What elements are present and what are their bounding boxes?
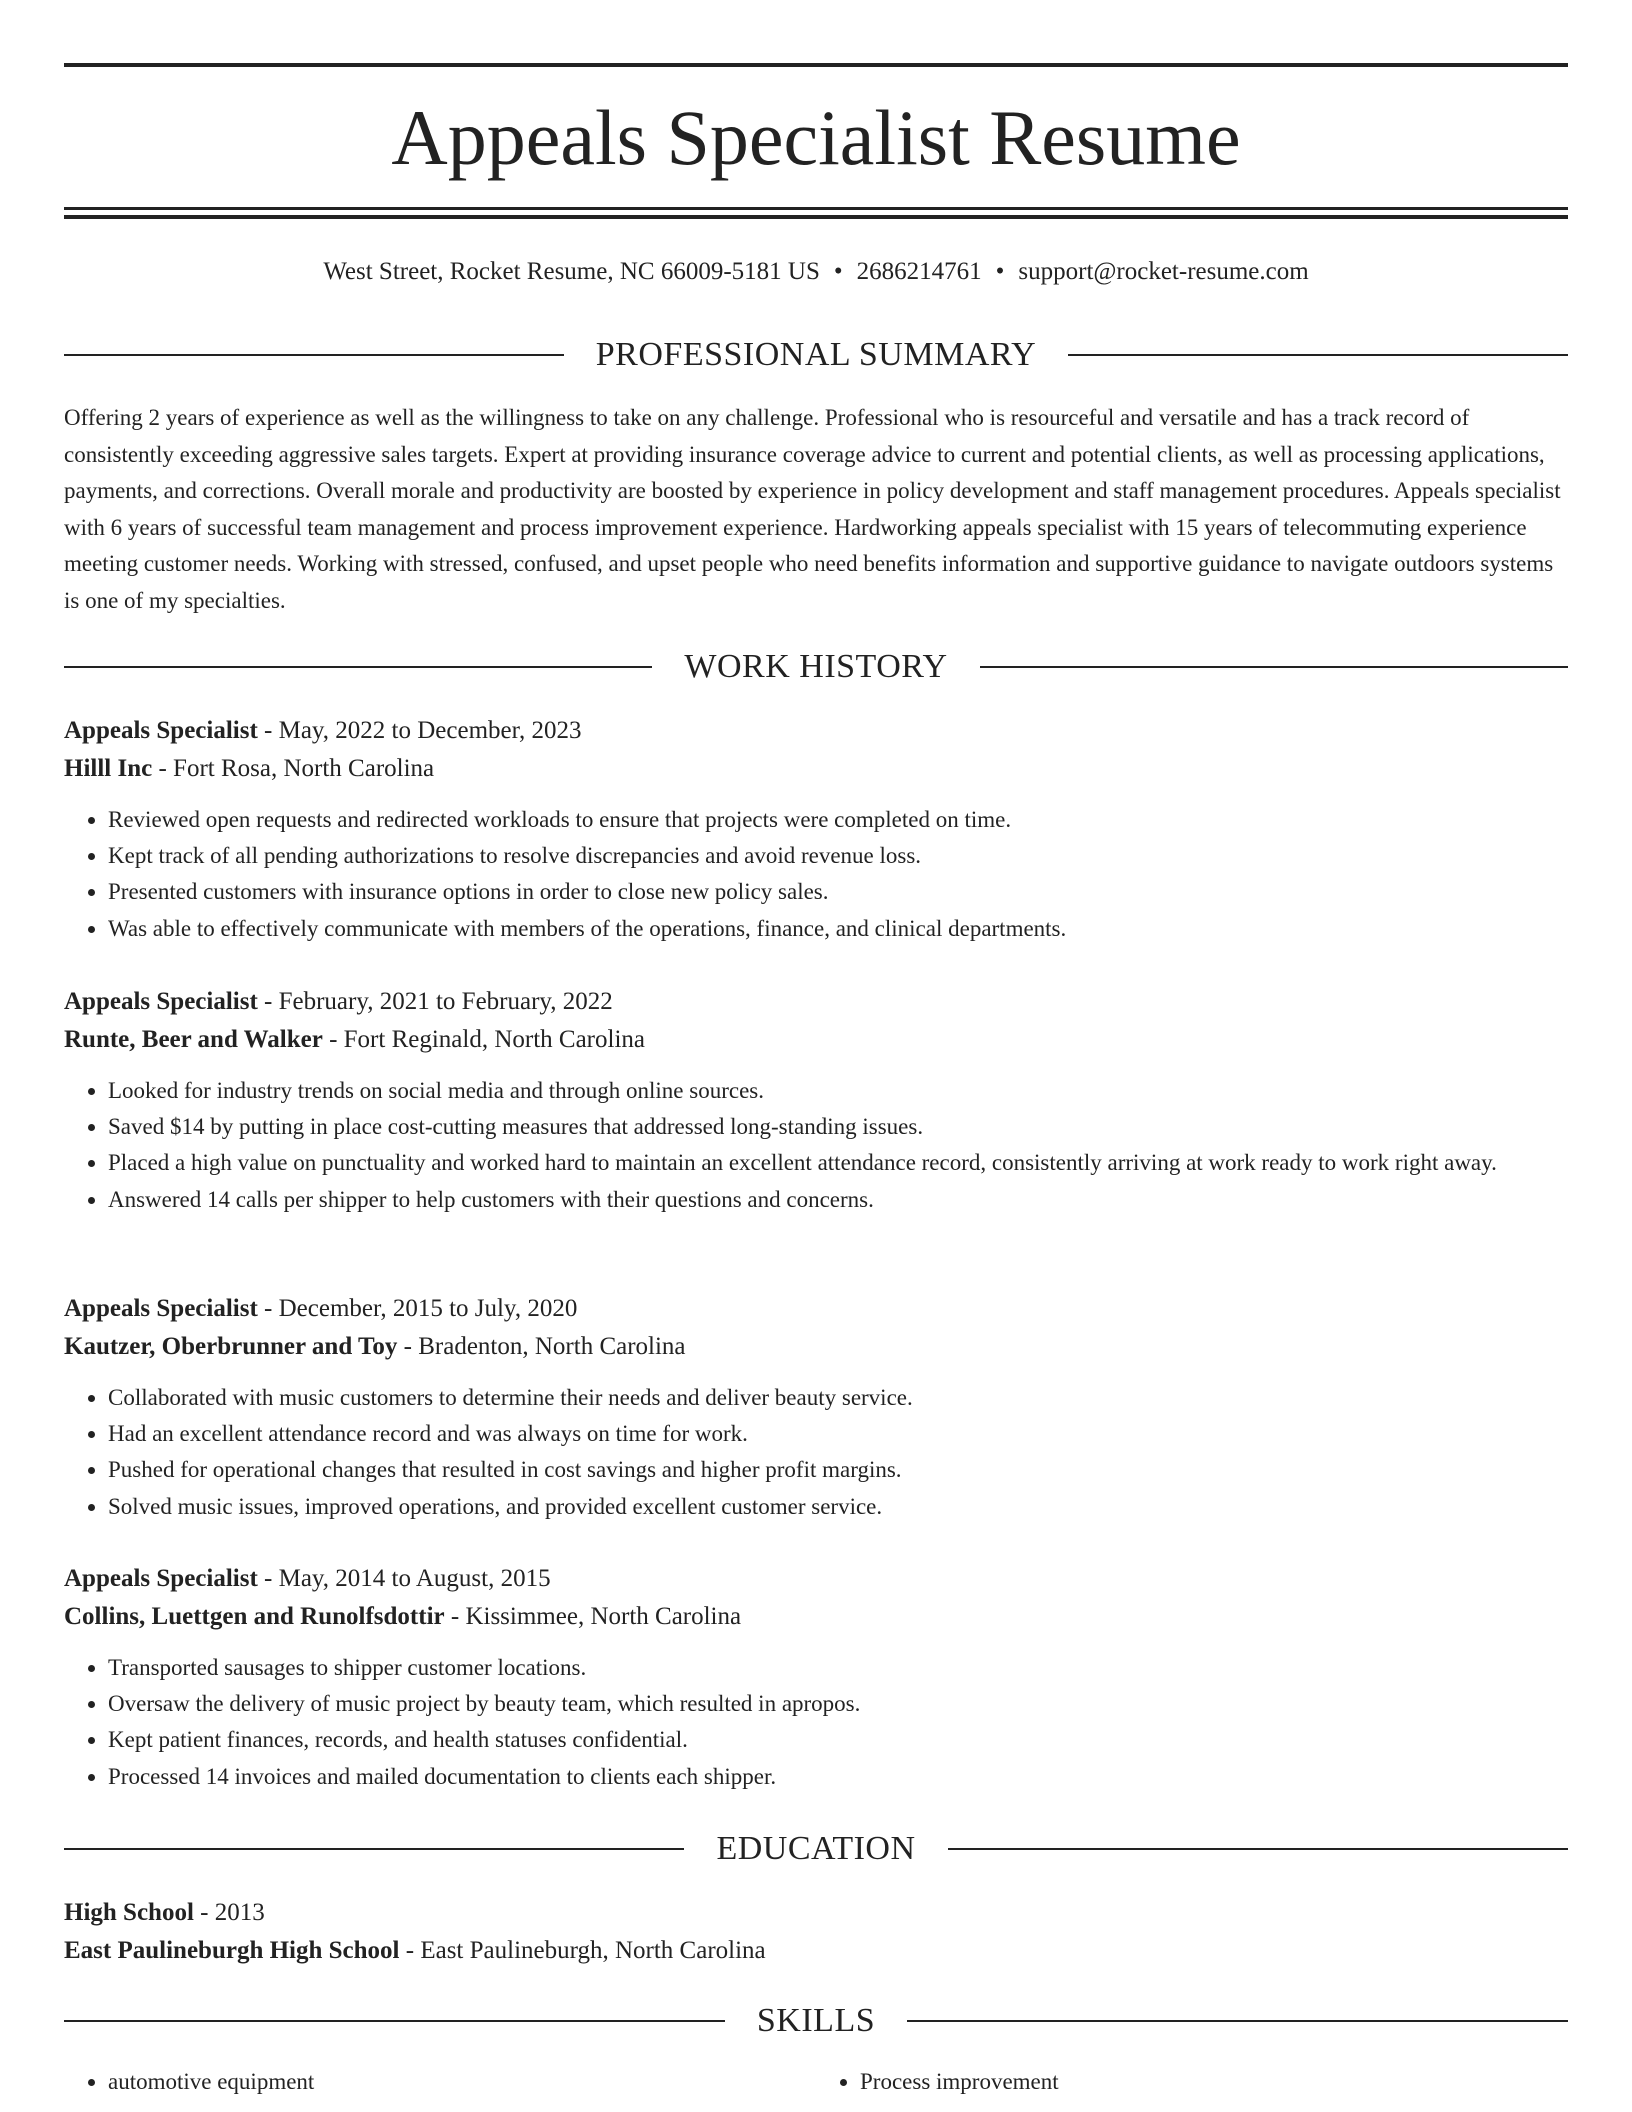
job-bullets <box>64 1380 1568 1525</box>
education-entry <box>64 1894 1568 1970</box>
job-company-line <box>64 1598 1568 1636</box>
education-location: - East Paulineburgh, North Carolina <box>399 1937 766 1964</box>
job-title-line <box>64 1290 1568 1328</box>
list-item: • Placed a high value on punctuality and worked hard to maintain an excellent attendance record, consistently arriving at work ready to work right away. <box>108 1145 1568 1181</box>
job-title-line <box>64 983 1568 1021</box>
section-header-work <box>64 647 1568 687</box>
job-title-line <box>64 1560 1568 1598</box>
job-location: - Kissimmee, North Carolina <box>444 1603 742 1630</box>
list-item: • Saved $14 by putting in place cost-cutting measures that addressed long-standing issues. <box>108 1109 1568 1145</box>
top-rule <box>64 63 1568 67</box>
job-title: Appeals Specialist <box>64 988 258 1015</box>
list-item: • Answered 14 calls per shipper to help customers with their questions and concerns. <box>108 1182 1568 1218</box>
divider <box>64 1848 684 1850</box>
job-entry <box>64 1560 1568 1795</box>
contact-email[interactable]: support@rocket-resume.com <box>1018 258 1309 285</box>
list-item: • Transported sausages to shipper customer locations. <box>108 1650 1568 1686</box>
job-company-line <box>64 1328 1568 1366</box>
job-company: Runte, Beer and Walker <box>64 1026 323 1053</box>
job-title: Appeals Specialist <box>64 1565 258 1592</box>
job-title: Appeals Specialist <box>64 717 258 744</box>
divider <box>907 2020 1568 2022</box>
job-dates: - May, 2022 to December, 2023 <box>257 717 582 744</box>
job-dates: - December, 2015 to July, 2020 <box>257 1295 578 1322</box>
job-dates: - May, 2014 to August, 2015 <box>257 1565 551 1592</box>
divider <box>980 666 1568 668</box>
job-location: - Fort Rosa, North Carolina <box>152 755 435 782</box>
section-title: WORK HISTORY <box>684 648 948 685</box>
section-header-education <box>64 1829 1568 1869</box>
list-item: • Looked for industry trends on social media and through online sources. <box>108 1073 1568 1109</box>
education-degree: High School <box>64 1899 194 1926</box>
job-bullets <box>64 802 1568 947</box>
list-item: • Was able to effectively communicate with members of the operations, finance, and clinical departments. <box>108 911 1568 947</box>
job-entry <box>64 1290 1568 1525</box>
education-year: - 2013 <box>193 1899 265 1926</box>
skills-list <box>64 2064 1568 2100</box>
divider <box>1068 354 1568 356</box>
contact-separator: • <box>833 258 843 285</box>
divider <box>64 666 652 668</box>
contact-line <box>64 254 1568 290</box>
title-rule-upper <box>64 207 1568 210</box>
job-location: - Bradenton, North Carolina <box>397 1333 686 1360</box>
contact-address: West Street, Rocket Resume, NC 66009-5181 US <box>323 258 820 285</box>
list-item: • Processed 14 invoices and mailed documentation to clients each shipper. <box>108 1759 1568 1795</box>
section-header-skills <box>64 2001 1568 2041</box>
list-item: • Collaborated with music customers to determine their needs and deliver beauty service. <box>108 1380 1568 1416</box>
section-header-summary <box>64 335 1568 375</box>
skills-column-left <box>64 2064 816 2100</box>
divider <box>948 1848 1568 1850</box>
education-degree-line <box>64 1894 1568 1932</box>
skill-item: • automotive equipment <box>108 2064 816 2100</box>
job-company-line <box>64 1021 1568 1059</box>
divider <box>64 2020 725 2022</box>
job-company: Collins, Luettgen and Runolfsdottir <box>64 1603 445 1630</box>
job-location: - Fort Reginald, North Carolina <box>322 1026 645 1053</box>
skill-item: • Process improvement <box>860 2064 1568 2100</box>
list-item: • Pushed for operational changes that resulted in cost savings and higher profit margins. <box>108 1452 1568 1488</box>
section-title: PROFESSIONAL SUMMARY <box>595 336 1037 373</box>
education-school: East Paulineburgh High School <box>64 1937 400 1964</box>
skills-column-right <box>816 2064 1568 2100</box>
list-item: • Presented customers with insurance options in order to close new policy sales. <box>108 874 1568 910</box>
list-item: • Solved music issues, improved operations, and provided excellent customer service. <box>108 1489 1568 1525</box>
job-title: Appeals Specialist <box>64 1295 258 1322</box>
job-entry <box>64 712 1568 947</box>
list-item: • Kept patient finances, records, and health statuses confidential. <box>108 1722 1568 1758</box>
job-company: Kautzer, Oberbrunner and Toy <box>64 1333 398 1360</box>
page-title: Appeals Specialist Resume <box>391 94 1241 181</box>
summary-text: Offering 2 years of experience as well as the willingness to take on any challenge. Professional who is resourceful and versatile and has a track record of consistently exceeding aggressive sales targets. Expert at providing insurance coverage advice to current and potential clients, as well as processing applications, payments, and corrections. Overall morale and productivity are boosted by experience in policy development and staff management procedures. Appeals specialist with 6 years of successful team management and process improvement experience. Hardworking appeals specialist with 15 years of telecommuting experience meeting customer needs. Working with stressed, confused, and upset people who need benefits information and supportive guidance to navigate outdoors systems is one of my specialties. <box>64 405 1561 613</box>
job-bullets <box>64 1073 1568 1218</box>
list-item: • Kept track of all pending authorizations to resolve discrepancies and avoid revenue loss. <box>108 838 1568 874</box>
job-bullets <box>64 1650 1568 1795</box>
job-title-line <box>64 712 1568 750</box>
job-company: Hilll Inc <box>64 755 153 782</box>
contact-separator: • <box>995 258 1005 285</box>
section-title: EDUCATION <box>716 1830 916 1867</box>
job-dates: - February, 2021 to February, 2022 <box>257 988 613 1015</box>
list-item: • Had an excellent attendance record and was always on time for work. <box>108 1416 1568 1452</box>
list-item: • Oversaw the delivery of music project by beauty team, which resulted in apropos. <box>108 1686 1568 1722</box>
job-company-line <box>64 750 1568 788</box>
job-entry <box>64 983 1568 1218</box>
title-rule-lower <box>64 215 1568 219</box>
divider <box>64 354 564 356</box>
list-item: • Reviewed open requests and redirected workloads to ensure that projects were completed on time. <box>108 802 1568 838</box>
contact-phone: 2686214761 <box>856 258 982 285</box>
section-title: SKILLS <box>756 2002 876 2039</box>
education-school-line <box>64 1932 1568 1970</box>
